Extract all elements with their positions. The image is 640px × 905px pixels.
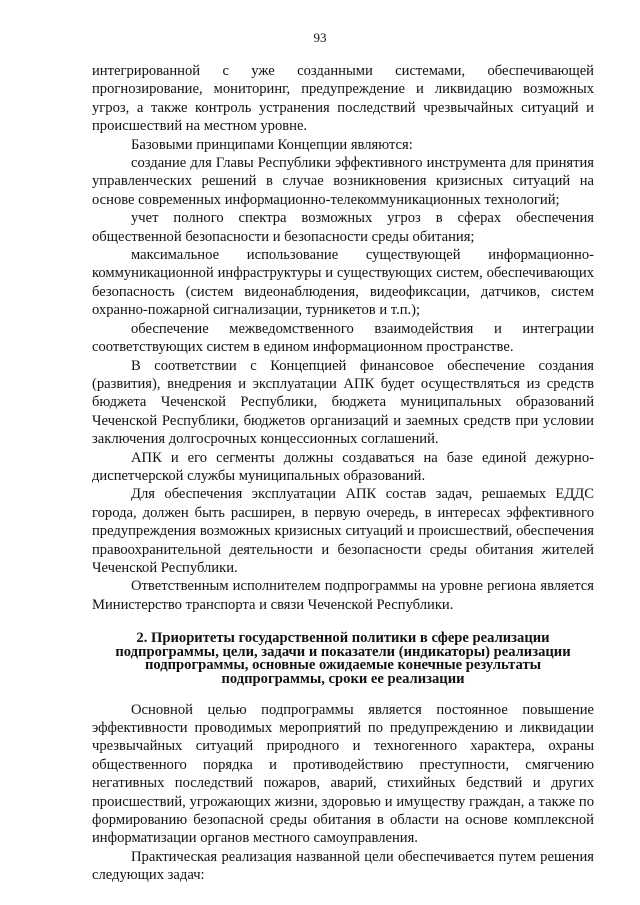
paragraph-continuation: интегрированной с уже созданными системами, обеспечивающей прогнозирование, мониторинг, предупреждение и ликвидацию возможных угроз, а также контроль устранения последствий чрезвычайных ситуаций и происшествий на местном уровне. (92, 63, 594, 135)
paragraph-apk-base: АПК и его сегменты должны создаваться на базе единой дежурно-диспетчерской службы муниципальных образований. (92, 449, 594, 484)
paragraph-responsible-executor: Ответственным исполнителем подпрограммы на уровне региона является Министерство транспорта и связи Чеченской Республики. (92, 578, 594, 613)
paragraph-practical-implementation: Практическая реализация названной цели обеспечивается путем решения следующих задач: (92, 848, 594, 884)
paragraph-main-goal: Основной целью подпрограммы является постоянное повышение эффективности проводимых мероприятий по предупреждению и ликвидации чрезвычайных ситуаций природного и техногенного характера, охраны общественного порядка и противодействию преступности, смягчению негативных последствий пожаров, аварий, стихийных бедствий и других происшествий, угрожающих жизни, здоровью и имуществу граждан, а также по формированию безопасной среды обитания в области на основе комплексной информатизации органов местного самоуправления. (92, 701, 594, 847)
heading-spacer (92, 687, 594, 701)
paragraph-principle-1: создание для Главы Республики эффективного инструмента для принятия управленческих решений в случае возникновения кризисных ситуаций на основе современных информационно-телекоммуникационных технологий; (92, 155, 594, 208)
document-body (92, 62, 594, 885)
paragraph-principle-3: максимальное использование существующей информационно-коммуникационной инфраструктуры и существующих систем, обеспечивающих безопасность (систем видеонаблюдения, видеофиксации, датчиков, систем охранно-пожарной сигнализации, турникетов и т.п.); (92, 247, 594, 319)
paragraph-edds-tasks: Для обеспечения эксплуатации АПК состав задач, решаемых ЕДДС города, должен быть расширен, в первую очередь, в интересах эффективного предупреждения возможных кризисных ситуаций и происшествий, обеспечения правоохранительной деятельности и безопасности среды обитания жителей Чеченской Республики. (92, 486, 594, 576)
section-heading: 2. Приоритеты государственной политики в сфере реализации подпрограммы, цели, задачи и показатели (индикаторы) реализации подпрограммы, основные ожидаемые конечные результаты подпрограммы, сроки ее реализации (115, 630, 571, 687)
paragraph-financing: В соответствии с Концепцией финансовое обеспечение создания (развития), внедрения и эксплуатации АПК будет осуществляться из средств бюджета Чеченской Республики, бюджета муниципальных образований Чеченской Республики, бюджетов организаций и заемных средств при условии заключения долгосрочных концессионных соглашений. (92, 357, 594, 448)
paragraph-principles-intro: Базовыми принципами Концепции являются: (131, 136, 413, 153)
paragraph-principle-4: обеспечение межведомственного взаимодействия и интеграции соответствующих систем в едином информационном пространстве. (92, 320, 594, 356)
paragraph-principle-2: учет полного спектра возможных угроз в сферах обеспечения общественной безопасности и безопасности среды обитания; (92, 210, 594, 245)
page-number: 93 (313, 30, 327, 45)
